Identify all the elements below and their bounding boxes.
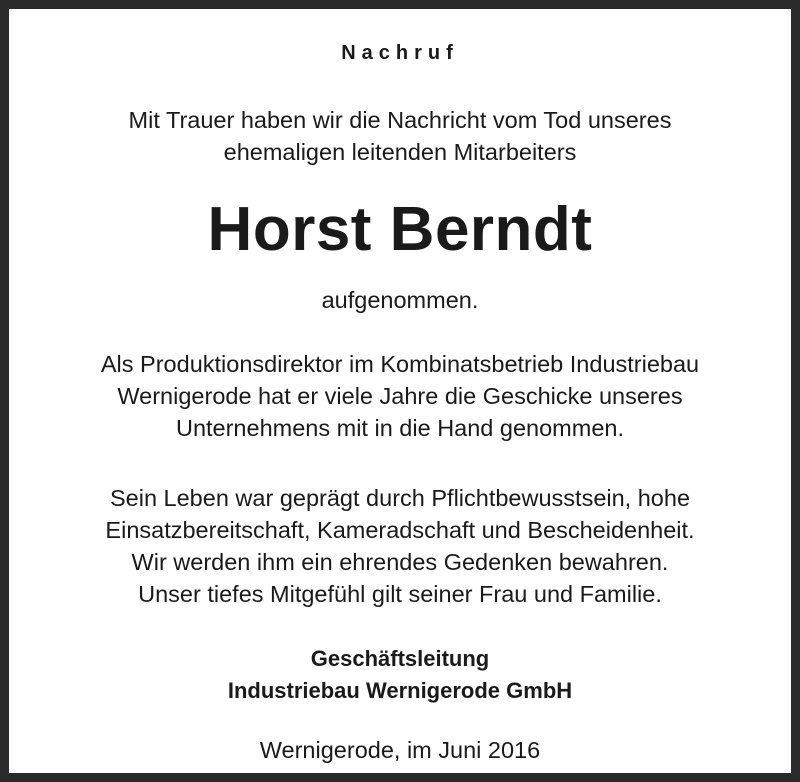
paragraph2-line-1: Sein Leben war geprägt durch Pflichtbewusstsein, hohe (109, 485, 691, 511)
intro-line-1: Mit Trauer haben wir die Nachricht vom Tod unseres (128, 107, 672, 133)
signature-line-1: Geschäftsleitung (310, 646, 490, 671)
after-name-text: aufgenommen. (321, 287, 479, 313)
paragraph2-line-4: Unser tiefes Mitgefühl gilt seiner Frau und Familie. (138, 581, 662, 607)
notice-title: Nachruf (341, 42, 459, 64)
paragraph1-line-2: Wernigerode hat er viele Jahre die Geschicke unseres (117, 383, 683, 409)
deceased-name: Horst Berndt (207, 195, 593, 264)
paragraph2-line-2: Einsatzbereitschaft, Kameradschaft und Bescheidenheit. (105, 517, 695, 543)
place-date: Wernigerode, im Juni 2016 (259, 737, 541, 763)
paragraph1-line-3: Unternehmens mit in die Hand genommen. (175, 415, 625, 441)
paragraph2-line-3: Wir werden ihm ein ehrendes Gedenken bewahren. (131, 549, 669, 575)
intro-line-2: ehemaligen leitenden Mitarbeiters (223, 139, 577, 165)
signature-line-2: Industriebau Wernigerode GmbH (227, 678, 573, 703)
paragraph1-line-1: Als Produktionsdirektor im Kombinatsbetrieb Industriebau (100, 351, 700, 377)
